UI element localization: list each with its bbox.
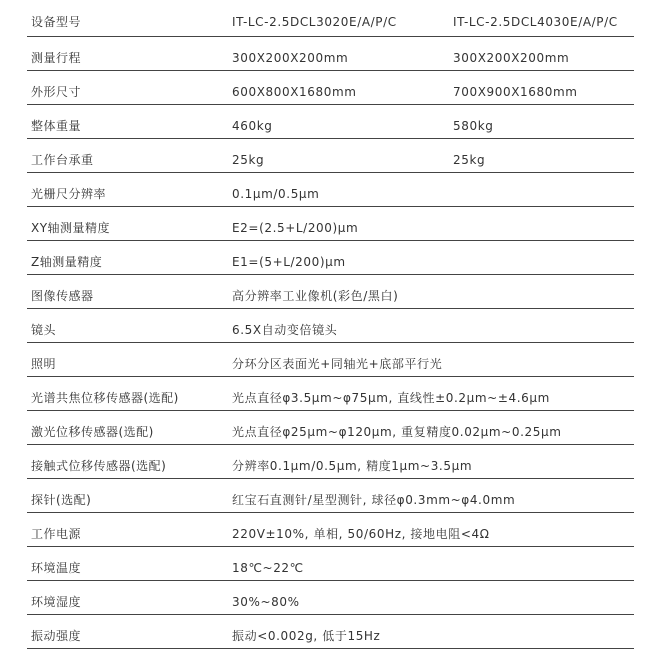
row-value-b: 700X900X1680mm bbox=[453, 85, 578, 99]
row-value: 0.1μm/0.5μm bbox=[232, 187, 320, 201]
table-row bbox=[27, 241, 634, 275]
table-row bbox=[27, 581, 634, 615]
row-label: XY轴测量精度 bbox=[31, 221, 111, 235]
row-value: E2=(2.5+L/200)μm bbox=[232, 221, 359, 235]
table-row bbox=[27, 479, 634, 513]
table-row bbox=[27, 105, 634, 139]
row-value: 分环分区表面光+同轴光+底部平行光 bbox=[232, 357, 443, 371]
table-header-row bbox=[27, 3, 634, 37]
row-value-b: 580kg bbox=[453, 119, 494, 133]
table-row bbox=[27, 513, 634, 547]
row-value: 分辨率0.1μm/0.5μm, 精度1μm~3.5μm bbox=[232, 459, 473, 473]
row-value-b: 25kg bbox=[453, 153, 486, 167]
model-b-name: IT-LC-2.5DCL4030E/A/P/C bbox=[453, 15, 618, 29]
table-row bbox=[27, 309, 634, 343]
table-row bbox=[27, 139, 634, 173]
table-row bbox=[27, 615, 634, 649]
row-value-a: 300X200X200mm bbox=[232, 51, 349, 65]
row-label: 探针(选配) bbox=[31, 493, 92, 507]
row-label: 光栅尺分辨率 bbox=[31, 187, 107, 201]
table-row bbox=[27, 37, 634, 71]
table-row bbox=[27, 207, 634, 241]
row-value-a: 25kg bbox=[232, 153, 265, 167]
row-label: 照明 bbox=[31, 357, 57, 371]
table-row bbox=[27, 343, 634, 377]
model-a-name: IT-LC-2.5DCL3020E/A/P/C bbox=[232, 15, 397, 29]
row-value-a: 460kg bbox=[232, 119, 273, 133]
table-row bbox=[27, 71, 634, 105]
table-row bbox=[27, 377, 634, 411]
row-value: 30%~80% bbox=[232, 595, 300, 609]
row-value-a: 600X800X1680mm bbox=[232, 85, 357, 99]
table-row bbox=[27, 275, 634, 309]
row-label: 整体重量 bbox=[31, 119, 82, 133]
row-label: 光谱共焦位移传感器(选配) bbox=[31, 391, 179, 405]
row-value: 红宝石直测针/星型测针, 球径φ0.3mm~φ4.0mm bbox=[232, 493, 516, 507]
row-label: 振动强度 bbox=[31, 629, 82, 643]
header-label: 设备型号 bbox=[31, 15, 82, 29]
row-value: E1=(5+L/200)μm bbox=[232, 255, 346, 269]
table-row bbox=[27, 411, 634, 445]
row-label: 工作台承重 bbox=[31, 153, 94, 167]
row-label: 外形尺寸 bbox=[31, 85, 82, 99]
row-label: 接触式位移传感器(选配) bbox=[31, 459, 167, 473]
table-row bbox=[27, 445, 634, 479]
row-value: 光点直径φ3.5μm~φ75μm, 直线性±0.2μm~±4.6μm bbox=[232, 391, 550, 405]
row-label: 环境湿度 bbox=[31, 595, 82, 609]
row-value: 高分辨率工业像机(彩色/黑白) bbox=[232, 289, 399, 303]
table-row bbox=[27, 173, 634, 207]
row-value: 振动<0.002g, 低于15Hz bbox=[232, 629, 381, 643]
row-label: 镜头 bbox=[31, 323, 57, 337]
table-row bbox=[27, 547, 634, 581]
row-value-b: 300X200X200mm bbox=[453, 51, 570, 65]
row-label: 图像传感器 bbox=[31, 289, 94, 303]
row-label: Z轴测量精度 bbox=[31, 255, 103, 269]
row-value: 18℃~22℃ bbox=[232, 561, 304, 575]
row-label: 工作电源 bbox=[31, 527, 82, 541]
row-value: 220V±10%, 单相, 50/60Hz, 接地电阻<4Ω bbox=[232, 527, 490, 541]
row-label: 环境温度 bbox=[31, 561, 82, 575]
row-value: 光点直径φ25μm~φ120μm, 重复精度0.02μm~0.25μm bbox=[232, 425, 562, 439]
row-value: 6.5X自动变倍镜头 bbox=[232, 323, 338, 337]
row-label: 测量行程 bbox=[31, 51, 82, 65]
row-label: 激光位移传感器(选配) bbox=[31, 425, 154, 439]
